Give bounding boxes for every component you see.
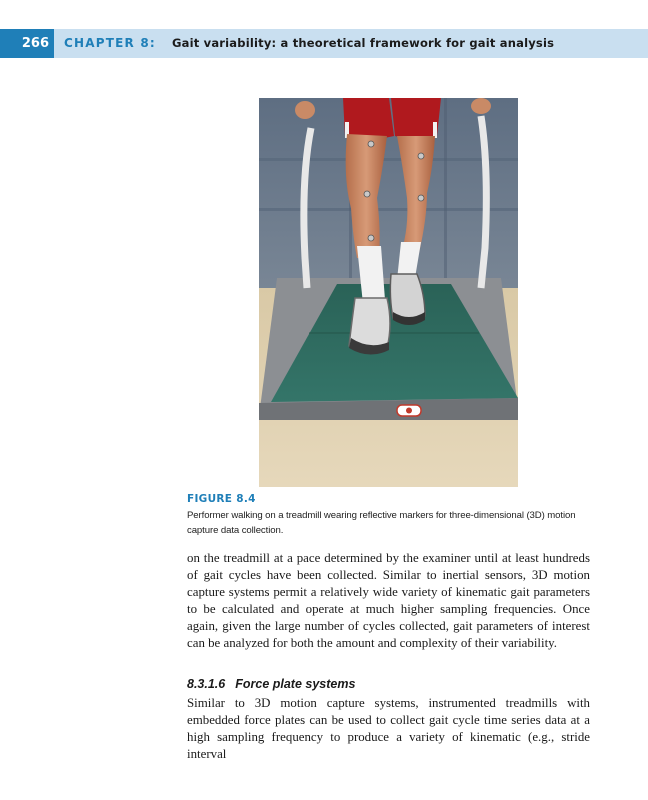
running-header	[0, 29, 648, 58]
section-number: 8.3.1.6	[187, 677, 226, 691]
figure-photo	[259, 98, 518, 487]
figure-label: FIGURE 8.4	[187, 493, 256, 505]
body-paragraph: Similar to 3D motion capture systems, instrumented treadmills with embedded force plates can be used to collect gait cycle time series data at a high sampling frequency to produce a variety of kinematic (e.g., stride interval	[187, 696, 590, 761]
body-paragraph: on the treadmill at a pace determined by the examiner until at least hundreds of gait cycles have been collected. Similar to inertial sensors, 3D motion capture systems permit a relatively wide variety of kinematic gait parameters to be calculated and operate at much higher sampling frequencies. Once again, given the large number of cycles collected, gait parameters of interest can be analyzed for both the amount and complexity of their variability.	[187, 551, 590, 650]
treadmill-walker-illustration	[259, 98, 518, 487]
chapter-label: CHAPTER 8:	[64, 36, 156, 50]
page-number: 266	[0, 29, 54, 58]
section-heading	[187, 677, 355, 691]
figure-caption: Performer walking on a treadmill wearing reflective markers for three-dimensional (3D) motion capture data collection.	[187, 510, 576, 536]
section-title: Force plate systems	[235, 677, 356, 691]
chapter-title: Gait variability: a theoretical framework for gait analysis	[172, 36, 555, 50]
